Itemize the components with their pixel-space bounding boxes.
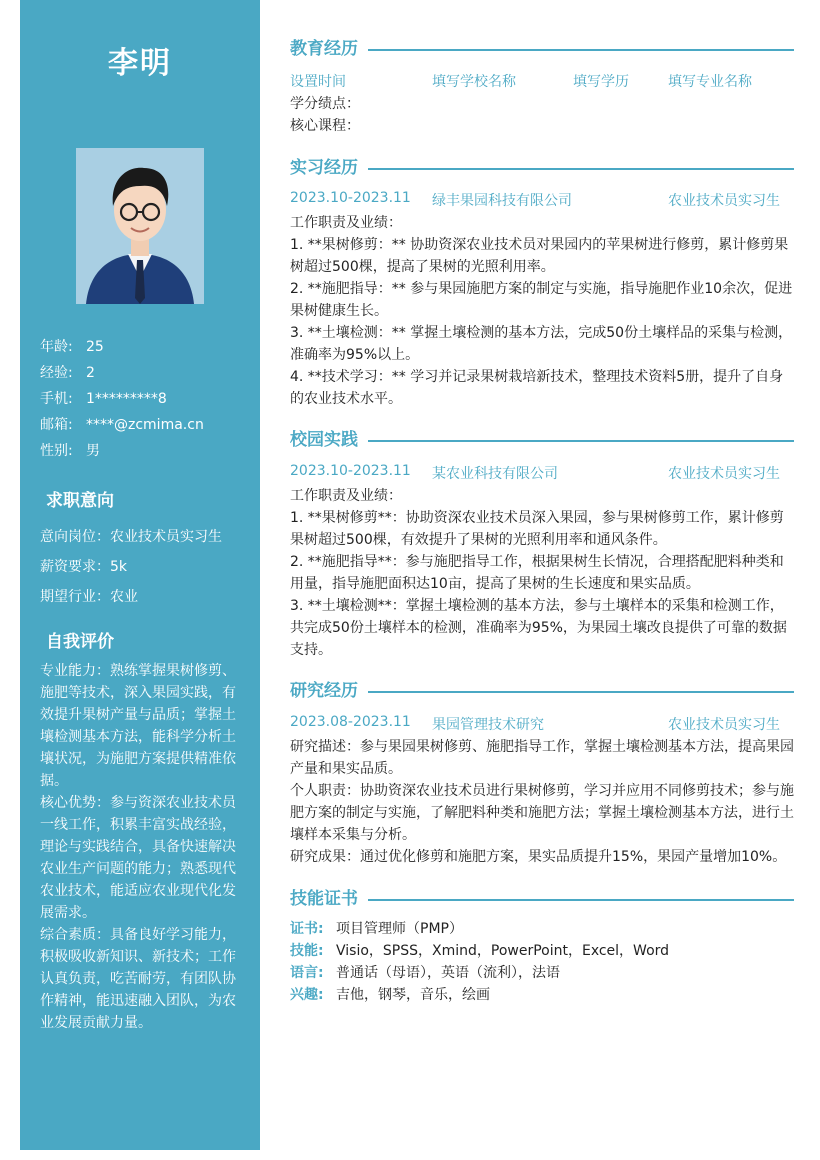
person-avatar-icon [76,148,204,304]
candidate-name: 李明 [108,46,172,81]
research-body [290,736,794,868]
research-project: 果园管理技术研究 [432,717,544,733]
intent-position: 意向岗位：农业技术员实习生 [40,529,222,545]
skills-title: 技能证书 [290,886,368,912]
campus-line: 工作职责及业绩： [290,488,402,504]
campus-meta [290,463,794,483]
internship-title: 实习经历 [290,155,368,181]
research-time: 2023.08-2023.11 [290,714,411,730]
info-row-email: 邮箱: ****@zcmima.cn [40,417,204,433]
self-eval-quality: 综合素质：具备良好学习能力，积极吸收新知识、新技术；工作认真负责，吃苦耐劳，有团队协作精神，能迅速融入团队，为农业发展贡献力量。 [40,927,236,1031]
education-major: 填写专业名称 [668,74,752,90]
skill-row-cert: 证书: 项目管理师（PMP） [290,921,463,937]
campus-title: 校园实践 [290,427,368,453]
research-line: 个人职责：协助资深农业技术员进行果树修剪，学习并应用不同修剪技术；参与施肥方案的制定与实施，了解肥料种类和施肥方法；掌握土壤检测基本方法，进行土壤样本采集与分析。 [290,783,794,843]
internship-time: 2023.10-2023.11 [290,190,411,206]
basic-info [40,334,204,464]
education-section-header [290,36,794,62]
campus-company: 某农业科技有限公司 [432,466,558,482]
self-eval-text [40,660,244,1034]
campus-section-header [290,427,794,453]
research-title: 研究经历 [290,678,368,704]
intent-heading: 求职意向 [46,491,114,511]
internship-line: 4. **技术学习：** 学习并记录果树栽培新技术，整理技术资料5册，提升了自身的农业技术水平。 [290,369,784,407]
skill-row-language: 语言: 普通话（母语），英语（流利），法语 [290,965,560,981]
campus-time: 2023.10-2023.11 [290,463,411,479]
self-eval-professional: 专业能力：熟练掌握果树修剪、施肥等技术，深入果园实践，有效提升果树产量与品质；掌握土壤检测基本方法，能科学分析土壤状况，为施肥方案提供精准依据。 [40,663,236,789]
internship-line: 2. **施肥指导：** 参与果园施肥方案的制定与实施，指导施肥作业10余次，促进果树健康生长。 [290,281,793,319]
internship-line: 工作职责及业绩： [290,215,402,231]
skills-section-header [290,886,794,912]
research-line: 研究描述：参与果园果树修剪、施肥指导工作，掌握土壤检测基本方法，提高果园产量和果实品质。 [290,739,794,777]
intent-salary: 薪资要求：5k [40,559,128,575]
education-courses: 核心课程： [290,118,360,134]
skill-row-tools: 技能: Visio，SPSS，Xmind，PowerPoint，Excel，Word [290,943,670,959]
self-eval-heading: 自我评价 [46,632,114,652]
internship-role: 农业技术员实习生 [668,193,780,209]
campus-body [290,485,794,661]
education-title: 教育经历 [290,36,368,62]
research-role: 农业技术员实习生 [668,717,780,733]
education-body [290,93,794,137]
skills-body [290,918,794,1006]
internship-body [290,212,794,410]
research-line: 研究成果：通过优化修剪和施肥方案，果实品质提升15%，果园产量增加10%。 [290,849,787,865]
internship-meta [290,190,794,210]
info-row-age: 年龄: 25 [40,339,104,355]
education-gpa: 学分绩点： [290,96,360,112]
education-school: 填写学校名称 [432,74,516,90]
internship-line: 3. **土壤检测：** 掌握土壤检测的基本方法，完成50份土壤样品的采集与检测，准确率为95%以上。 [290,325,793,363]
campus-line: 2. **施肥指导**：参与施肥指导工作，根据果树生长情况，合理搭配肥料种类和用量，指导施肥面积达10亩，提高了果树的生长速度和果实品质。 [290,554,784,592]
skill-row-interest: 兴趣: 吉他，钢琴，音乐，绘画 [290,987,490,1003]
research-section-header [290,678,794,704]
info-row-experience: 经验: 2 [40,365,95,381]
intent-industry: 期望行业：农业 [40,589,138,605]
campus-line: 3. **土壤检测**：掌握土壤检测的基本方法，参与土壤样本的采集和检测工作，共完成50份土壤样本的检测，准确率为95%，为果园土壤改良提供了可靠的数据支持。 [290,598,787,658]
education-degree: 填写学历 [573,74,629,90]
internship-company: 绿丰果园科技有限公司 [432,193,572,209]
research-meta [290,714,794,734]
campus-line: 1. **果树修剪**：协助资深农业技术员深入果园，参与果树修剪工作，累计修剪果树超过500棵，有效提升了果树的光照利用率和通风条件。 [290,510,784,548]
self-eval-strength: 核心优势：参与资深农业技术员一线工作，积累丰富实战经验，理论与实践结合，具备快速解决农业生产问题的能力；熟悉现代农业技术，能适应农业现代化发展需求。 [40,795,236,921]
profile-photo [76,148,204,304]
sidebar [20,0,260,1150]
education-time: 设置时间 [290,74,346,90]
internship-section-header [290,155,794,181]
education-meta [290,71,794,91]
info-row-gender: 性别: 男 [40,443,100,459]
internship-line: 1. **果树修剪：** 协助资深农业技术员对果园内的苹果树进行修剪，累计修剪果树超过500棵，提高了果树的光照利用率。 [290,237,789,275]
info-row-phone: 手机: 1*********8 [40,391,167,407]
campus-role: 农业技术员实习生 [668,466,780,482]
